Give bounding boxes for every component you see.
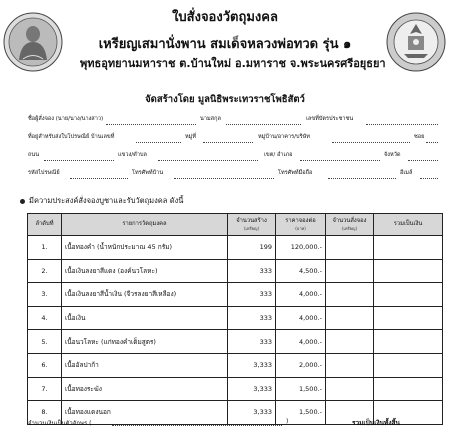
row-price: 4,000.- <box>276 306 326 330</box>
table-row <box>28 353 443 377</box>
field-label-moo: หมู่ที่ <box>185 134 197 140</box>
bullet-icon <box>20 199 25 204</box>
field-label-id: เลขที่บัตรประชาชน <box>306 116 354 122</box>
row-no: 8. <box>28 401 62 425</box>
row-no: 7. <box>28 377 62 401</box>
subdistrict-field[interactable] <box>158 160 258 161</box>
form-row-district <box>28 150 438 164</box>
row-item: เนื้อเงิน <box>62 306 228 330</box>
row-no: 5. <box>28 330 62 354</box>
header-qty <box>228 214 276 236</box>
row-order-qty-input[interactable] <box>326 306 374 330</box>
row-qty: 3,333 <box>228 353 276 377</box>
field-label-name: ชื่อผู้สั่งจอง (นาย/นาง/นางสาว) <box>28 116 104 122</box>
row-item: เนื้อทองระฆัง <box>62 377 228 401</box>
field-label-home-phone: โทรศัพท์บ้าน <box>132 170 164 176</box>
row-item: เนื้อนวโลหะ (แก่ทองคำเต็มสูตร) <box>62 330 228 354</box>
email-field[interactable] <box>420 178 438 179</box>
table-row <box>28 236 443 260</box>
purpose-label: มีความประสงค์สั่งจองบูชาและรับวัตถุมงคล ดังนี้ <box>29 196 184 205</box>
row-total-input[interactable] <box>374 330 443 354</box>
field-label-district: เขต/ อำเภอ <box>264 152 293 158</box>
row-price: 1,500.- <box>276 377 326 401</box>
field-label-province: จังหวัด <box>384 152 401 158</box>
header-order-qty-unit: (เหรียญ) <box>341 225 358 231</box>
amount-in-words-text: จำนวนเงินเป็นตัวอักษร <box>28 420 88 427</box>
row-item: เนื้อทองคำ (น้ำหนักประมาณ 45 กรัม) <box>62 236 228 260</box>
amount-close-paren: ) <box>286 418 289 425</box>
row-item: เนื้ออัลปาก้า <box>62 353 228 377</box>
row-price: 4,000.- <box>276 330 326 354</box>
row-qty: 3,333 <box>228 377 276 401</box>
soi-field[interactable] <box>426 142 438 143</box>
row-qty: 199 <box>228 236 276 260</box>
header-qty-unit: (เหรียญ) <box>243 225 260 231</box>
field-label-subdistrict: แขวง/ตำบล <box>118 152 147 158</box>
header-qty-label: จำนวนสร้าง <box>236 217 267 224</box>
row-total-input[interactable] <box>374 306 443 330</box>
row-order-qty-input[interactable] <box>326 259 374 283</box>
header-price-unit: (บาท) <box>295 225 306 231</box>
header-total: รวมเป็นเงิน <box>374 214 443 236</box>
row-order-qty-input[interactable] <box>326 236 374 260</box>
row-total-input[interactable] <box>374 353 443 377</box>
row-price: 4,500.- <box>276 259 326 283</box>
header-item: รายการวัตถุมงคล <box>62 214 228 236</box>
surname-field[interactable] <box>226 124 301 125</box>
coin-title: เหรียญเสมานั่งพาน สมเด็จหลวงพ่อทวด รุ่น ๑ <box>98 37 352 52</box>
row-item: เนื้อเงินลงยาสีน้ำเงิน (จีวรลงยาสีเหลือง) <box>62 283 228 307</box>
table-header-row <box>28 214 443 236</box>
field-label-mobile: โทรศัพท์มือถือ <box>278 170 313 176</box>
row-price: 4,000.- <box>276 283 326 307</box>
header-order-qty <box>326 214 374 236</box>
row-qty: 3,333 <box>228 401 276 425</box>
postcode-field[interactable] <box>70 178 128 179</box>
table-row <box>28 330 443 354</box>
table-row <box>28 283 443 307</box>
form-row-contact <box>28 168 438 182</box>
row-qty: 333 <box>228 306 276 330</box>
row-no: 3. <box>28 283 62 307</box>
road-field[interactable] <box>44 160 114 161</box>
purpose-text <box>20 195 183 207</box>
header-price-label: ราคาจองต่อ <box>285 217 316 224</box>
field-label-house-no: ที่อยู่สำหรับส่งใบโปรษณีย์ บ้านเลขที่ <box>28 134 115 140</box>
row-qty: 333 <box>228 330 276 354</box>
amount-in-words-field[interactable] <box>112 425 282 426</box>
form-row-address <box>28 132 438 146</box>
row-total-input[interactable] <box>374 377 443 401</box>
form-row-name <box>28 114 438 128</box>
row-order-qty-input[interactable] <box>326 377 374 401</box>
row-item: เนื้อทองแดงนอก <box>62 401 228 425</box>
row-no: 6. <box>28 353 62 377</box>
header-order-qty-label: จำนวนสั่งจอง <box>332 217 367 224</box>
field-label-postcode: รหัสไปรษณีย์ <box>28 170 60 176</box>
row-price: 120,000.- <box>276 236 326 260</box>
row-qty: 333 <box>228 259 276 283</box>
row-total-input[interactable] <box>374 259 443 283</box>
village-field[interactable] <box>332 142 410 143</box>
order-table <box>27 213 443 425</box>
table-row <box>28 259 443 283</box>
header-price <box>276 214 326 236</box>
home-phone-field[interactable] <box>174 178 274 179</box>
row-no: 1. <box>28 236 62 260</box>
province-field[interactable] <box>408 160 438 161</box>
id-card-field[interactable] <box>366 124 438 125</box>
field-label-email: อีเมล์ <box>400 170 413 176</box>
row-item: เนื้อเงินลงยาสีแดง (องค์นวโลหะ) <box>62 259 228 283</box>
field-label-village: หมู่บ้าน/อาคาร/บริษัท <box>258 134 310 140</box>
grand-total-label: รวมเป็นเงินทั้งสิ้น <box>352 419 400 427</box>
field-label-surname: นามสกุล <box>200 116 221 122</box>
mobile-field[interactable] <box>328 178 396 179</box>
header-no: ลำดับที่ <box>28 214 62 236</box>
row-order-qty-input[interactable] <box>326 330 374 354</box>
row-no: 2. <box>28 259 62 283</box>
row-qty: 333 <box>228 283 276 307</box>
row-order-qty-input[interactable] <box>326 353 374 377</box>
table-row <box>28 377 443 401</box>
name-field[interactable] <box>106 124 196 125</box>
row-price: 1,500.- <box>276 401 326 425</box>
row-total-input[interactable] <box>374 283 443 307</box>
moo-field[interactable] <box>203 142 253 143</box>
field-label-soi: ซอย <box>414 134 425 140</box>
row-no: 4. <box>28 306 62 330</box>
house-no-field[interactable] <box>136 142 181 143</box>
row-order-qty-input[interactable] <box>326 283 374 307</box>
district-field[interactable] <box>300 160 380 161</box>
form-title: ใบสั่งจองวัตถุมงคล <box>172 10 278 25</box>
field-label-road: ถนน <box>28 152 40 158</box>
table-row <box>28 306 443 330</box>
organizer-text: จัดสร้างโดย มูลนิธิพระเทวราชโพธิสัตว์ <box>145 94 305 105</box>
location-text: พุทธอุทยานมหาราช ต.บ้านใหม่ อ.มหาราช จ.พระนครศรีอยุธยา <box>80 57 386 70</box>
amount-in-words-label: จำนวนเงินเป็นตัวอักษร ( <box>28 420 92 427</box>
row-total-input[interactable] <box>374 236 443 260</box>
row-price: 2,000.- <box>276 353 326 377</box>
